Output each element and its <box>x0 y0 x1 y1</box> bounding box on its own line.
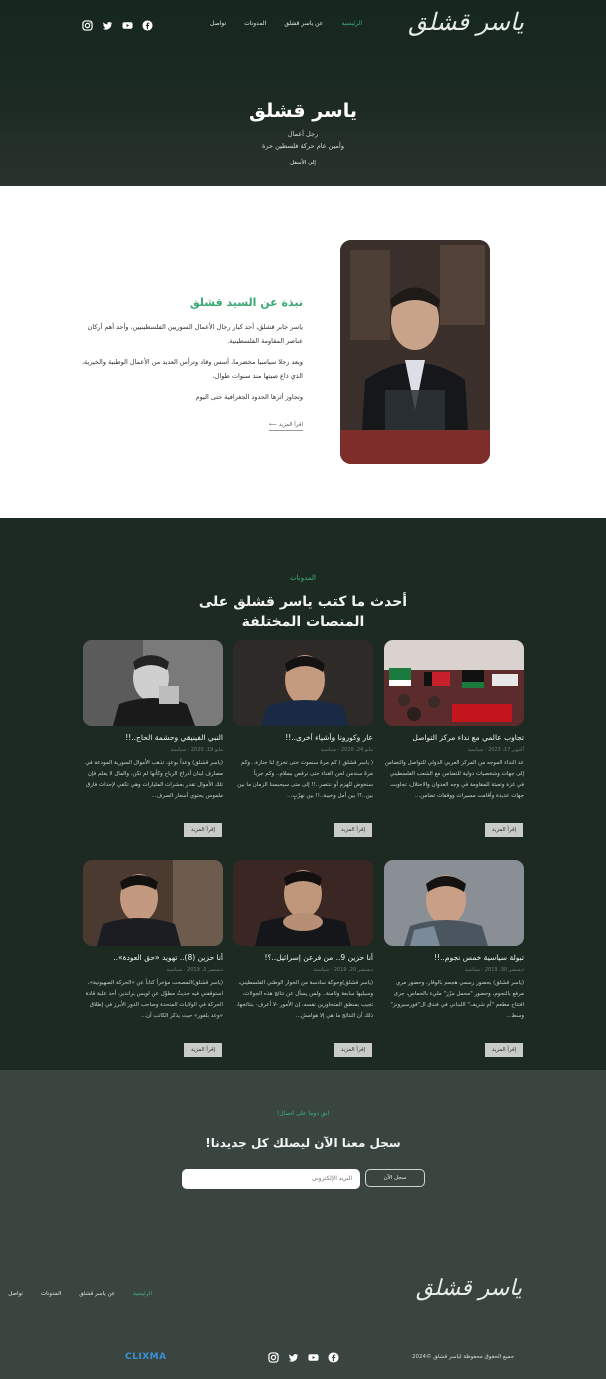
post-title[interactable]: تجاوب عالمي مع نداء مركز التواصل <box>412 733 524 742</box>
post-thumbnail[interactable] <box>384 860 524 946</box>
footer-nav-contact[interactable]: تواصل <box>8 1291 23 1297</box>
post-category[interactable]: سياسية <box>464 967 481 973</box>
post-meta: ديسمبر 20، 2019 · سياسية <box>313 967 373 973</box>
post-thumbnail[interactable] <box>233 860 373 946</box>
footer-logo[interactable]: ياسر قشلق <box>415 1276 522 1301</box>
read-more-button[interactable]: إقرأ المزيد <box>184 823 222 837</box>
portrait-thumb <box>233 860 373 946</box>
blog-kicker: المدونات <box>290 574 316 582</box>
read-more-button[interactable]: إقرأ المزيد <box>485 823 523 837</box>
hero-subtitle-line-1: رجل أعمال <box>287 130 319 138</box>
youtube-icon[interactable] <box>122 20 133 31</box>
about-title: نبذة عن السيد قشلق <box>189 296 303 309</box>
about-paragraph-2: ويعد رجلا سياسيا مخضرما، أسس وقاد وترأس العديد من الأعمال الوطنية والخيرية، الذي ذاع صيتها منذ سنوات طوال، <box>81 358 303 380</box>
blog-card <box>233 860 373 1072</box>
post-category[interactable]: سياسية <box>320 747 337 753</box>
post-meta: ديسمبر 3، 2019 · سياسية <box>166 967 223 973</box>
footer-nav-home[interactable]: الرئيسية <box>133 1291 152 1297</box>
nav-blogs[interactable]: المدونات <box>244 20 267 27</box>
hero-section <box>0 0 606 186</box>
post-category[interactable]: سياسية <box>467 747 484 753</box>
post-meta: ديسمبر 30، 2019 · سياسية <box>464 967 524 973</box>
scroll-down-link[interactable]: إلى الأسفل <box>290 160 316 166</box>
blog-section <box>0 518 606 1070</box>
about-paragraph-1: ياسر جابر قشلق، أحد كبار رجال الأعمال السوريين الفلسطينيين، وأحد أهم أركان عناصر المقاومة الفلسطينية. <box>87 323 303 345</box>
post-meta: مايو 19، 2020 · سياسية <box>170 747 223 753</box>
about-paragraph-3: وتجاوز أثرها الحدود الجغرافية حتى اليوم <box>195 393 303 401</box>
post-thumbnail[interactable] <box>233 640 373 726</box>
blog-card <box>83 640 223 852</box>
post-title[interactable]: عار وكورونا وأشياء أخرى..!! <box>285 733 373 742</box>
post-excerpt: (ياسر قشلق)وحوكة سادسة من الحوار الوطني الفلسطيني، وسيليها سابعة وثامنة.. ولمن يسأل عن نتائج هذه الجولات، تجيب بمنطق المتحاورين نفسه، إن الأمور -لا أعرف- بنتائجها، ذلك أن النتائج ما هي إلا هوامش... <box>236 980 373 1019</box>
site-logo[interactable]: ياسر قشلق <box>408 8 524 36</box>
newsletter-title: سجل معنا الآن ليصلك كل جديدنا! <box>205 1136 401 1150</box>
hero-subtitle <box>0 128 606 152</box>
footer-social-links <box>268 1352 339 1363</box>
hero-title: ياسر قشلق <box>248 100 358 122</box>
about-text <box>73 320 303 411</box>
post-date: مايو 19، 2020 <box>190 747 223 753</box>
bw-portrait-thumb <box>83 640 223 726</box>
copyright-text: جميع الحقوق محفوظة لياسر قشلق ©2024 <box>412 1354 515 1360</box>
blog-card <box>384 640 524 852</box>
post-category[interactable]: سياسية <box>313 967 330 973</box>
post-excerpt: (ياسر قشلق) وعداً بوعدٍ، تذهب الأموال السورية المودعة في مصارف لبنان أدراج الرياح وكأنها لم تكن، والمال لا يعلم فإن تلك الأموال تقدر بعشرات المليارات وهي تكفي لإحداث فارق ملموس يحتوي أسعار الصرف... <box>85 760 223 799</box>
blog-card <box>233 640 373 852</box>
post-date: ديسمبر 30، 2019 <box>484 967 524 973</box>
post-meta: مايو 24، 2020 · سياسية <box>320 747 373 753</box>
twitter-icon[interactable] <box>288 1352 299 1363</box>
blog-card <box>384 860 524 1072</box>
post-category[interactable]: سياسية <box>170 747 187 753</box>
footer-nav <box>8 1291 152 1297</box>
blog-card <box>83 860 223 1072</box>
post-meta: أكتوبر 17، 2023 · سياسية <box>467 747 524 753</box>
nav-about[interactable]: عن ياسر قشلق <box>284 20 324 27</box>
post-excerpt: (ياسر قشلق)المصحت مؤخراً كتاباً عن «الحركة الصهيونية»، استوقفني فيه حديثٌ مطوّل عن لويس براندير، أحد علبة قادة الحركة في الولايات المتحدة وصاحب الدور الأبرز في إطلاق «وعد بلفور» حيث يذكر الكاتب أن... <box>85 980 223 1019</box>
post-date: ديسمبر 20، 2019 <box>333 967 373 973</box>
post-category[interactable]: سياسية <box>166 967 183 973</box>
post-title[interactable]: النبي الفينيقي وحشمة الحاج..!! <box>125 733 223 742</box>
portrait-thumb <box>233 640 373 726</box>
arrow-left-icon: ⟵ <box>269 422 277 428</box>
portrait-illustration <box>340 240 490 464</box>
post-excerpt: (ياسر قشلق) بحضور رسمي هجمم بالوقار، وحضور مري مرفع بالنجوم، وحضور "محمل مرّز" مليء بالحماس، جرى افتتاح مطعم "أم شريف" اللبناني في فندق ال"فورسيزونز" وسط... <box>390 980 524 1019</box>
main-nav <box>210 20 362 27</box>
about-read-more-button[interactable] <box>269 422 303 431</box>
read-more-button[interactable]: إقرأ المزيد <box>184 1043 222 1057</box>
post-date: مايو 24، 2020 <box>340 747 373 753</box>
youtube-icon[interactable] <box>308 1352 319 1363</box>
footer-nav-blogs[interactable]: المدونات <box>40 1291 62 1297</box>
blog-title: أحدث ما كتب ياسر قشلق على المنصات المختلفة <box>198 594 408 630</box>
social-links <box>82 20 153 31</box>
post-excerpt: ( ياسر قشلق ) كم مرةً سنموت حتى تخرج لنا جنازة.. وكم مرةً سندمن لحن الغناء حتى نرقص بسلام.. وكم جرباً سنخوض لنُهزم أو ننتصر..!! إلى متى سيحبسنا الزمان ما بين بين..؟! بين أمل وخيبة..!! بين تهرّبٍ... <box>237 760 373 799</box>
twitter-icon[interactable] <box>102 20 113 31</box>
post-title[interactable]: تبولة سياسية خمس نجوم..!! <box>434 953 524 962</box>
portrait-thumb <box>83 860 223 946</box>
top-navbar <box>0 0 606 52</box>
instagram-icon[interactable] <box>268 1352 279 1363</box>
portrait-thumb <box>384 860 524 946</box>
post-thumbnail[interactable] <box>83 640 223 726</box>
read-more-button[interactable]: إقرأ المزيد <box>334 823 372 837</box>
nav-contact[interactable]: تواصل <box>210 20 227 27</box>
instagram-icon[interactable] <box>82 20 93 31</box>
post-date: ديسمبر 3، 2019 <box>187 967 223 973</box>
post-thumbnail[interactable] <box>83 860 223 946</box>
email-field[interactable] <box>182 1169 360 1189</box>
nav-home[interactable]: الرئيسية <box>341 20 362 27</box>
facebook-icon[interactable] <box>328 1352 339 1363</box>
about-section <box>0 186 606 518</box>
portrait-photo <box>340 240 490 464</box>
about-read-more-label: اقرأ المزيد <box>278 422 303 428</box>
developer-credit-logo[interactable]: CLIXMA <box>125 1352 167 1362</box>
post-title[interactable]: أنا حزين 9.. من فرعن إسرائيل..؟! <box>264 953 373 962</box>
protest-photo <box>384 640 524 726</box>
post-title[interactable]: أنا حزين (8).. تهويد «حق العودة».. <box>113 953 223 962</box>
post-thumbnail[interactable] <box>384 640 524 726</box>
read-more-button[interactable]: إقرأ المزيد <box>334 1043 372 1057</box>
read-more-button[interactable]: إقرأ المزيد <box>485 1043 523 1057</box>
newsletter-kicker: ابق دوما على اتصال! <box>276 1110 330 1117</box>
subscribe-button[interactable]: سجل الآن <box>365 1169 425 1187</box>
post-excerpt: عد النداء الموجه من المركز العربي الدولي للتواصل والتضامن إلى جهات وشخصيات دولية للتضامن مع الشعب الفلسطيني في غزة وتعبئة للمقاومة في وجه العدوان والاحتلال، تجاوبت جهات عديدة وأقامت مسيرات ووقفات تضامن... <box>384 760 524 799</box>
hero-subtitle-line-2: وأمين عام حركة فلسطين حرة <box>262 142 344 150</box>
facebook-icon[interactable] <box>142 20 153 31</box>
newsletter-section <box>0 1070 606 1379</box>
footer-nav-about[interactable]: عن ياسر قشلق <box>79 1291 116 1297</box>
post-date: أكتوبر 17، 2023 <box>488 747 524 753</box>
